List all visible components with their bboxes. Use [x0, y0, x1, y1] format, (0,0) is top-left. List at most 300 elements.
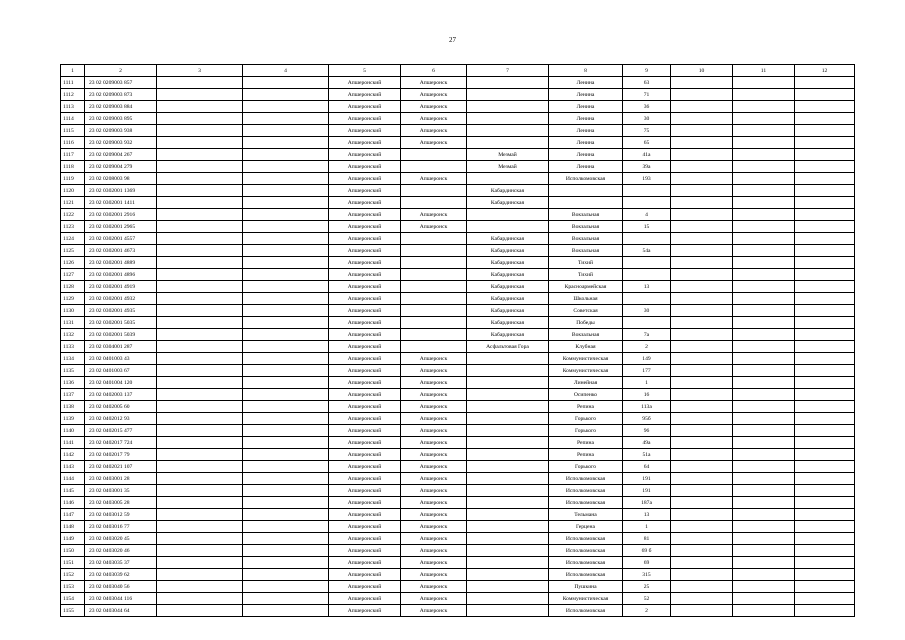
cell-col-7 [467, 401, 549, 413]
cell-col-4 [243, 101, 329, 113]
cell-col-11 [733, 413, 795, 425]
cell-col-12 [795, 317, 855, 329]
cell-col-3 [157, 473, 243, 485]
cell-col-2: 23 02 0402021 107 [85, 461, 157, 473]
cell-col-8: Вокзальная [549, 221, 623, 233]
cell-col-9: 177 [623, 365, 671, 377]
cell-col-5: Апшеронский [329, 581, 401, 593]
table-row [61, 245, 855, 257]
cell-col-10 [671, 605, 733, 617]
cell-col-11 [733, 329, 795, 341]
cell-col-3 [157, 485, 243, 497]
column-header-10: 10 [671, 65, 733, 77]
cell-col-12 [795, 221, 855, 233]
cell-col-3 [157, 413, 243, 425]
cell-col-6 [401, 185, 467, 197]
cell-col-9: 51а [623, 449, 671, 461]
cell-col-3 [157, 365, 243, 377]
cell-col-10 [671, 113, 733, 125]
cell-col-12 [795, 437, 855, 449]
cell-col-4 [243, 113, 329, 125]
cell-col-7: Кабардинская [467, 257, 549, 269]
cell-col-4 [243, 149, 329, 161]
cell-col-5: Апшеронский [329, 197, 401, 209]
cell-col-7 [467, 101, 549, 113]
cell-col-7 [467, 89, 549, 101]
cell-col-4 [243, 581, 329, 593]
cell-col-7 [467, 209, 549, 221]
cell-col-11 [733, 461, 795, 473]
table-row [61, 185, 855, 197]
cell-col-1: 1145 [61, 485, 85, 497]
cell-col-10 [671, 569, 733, 581]
cell-col-10 [671, 545, 733, 557]
cell-col-1: 1142 [61, 449, 85, 461]
column-header-9: 9 [623, 65, 671, 77]
cell-col-11 [733, 281, 795, 293]
cell-col-1: 1115 [61, 125, 85, 137]
cell-col-1: 1143 [61, 461, 85, 473]
cell-col-9: 13 [623, 281, 671, 293]
cell-col-1: 1150 [61, 545, 85, 557]
cell-col-9: 63 [623, 77, 671, 89]
cell-col-9: 36 [623, 101, 671, 113]
cell-col-8: Репина [549, 449, 623, 461]
cell-col-10 [671, 557, 733, 569]
column-header-4: 4 [243, 65, 329, 77]
cell-col-6: Апшеронск [401, 221, 467, 233]
table-row [61, 305, 855, 317]
cell-col-12 [795, 77, 855, 89]
cell-col-10 [671, 389, 733, 401]
cell-col-4 [243, 221, 329, 233]
cell-col-8: Красноармейская [549, 281, 623, 293]
cell-col-1: 1137 [61, 389, 85, 401]
cell-col-6: Апшеронск [401, 101, 467, 113]
table-row [61, 425, 855, 437]
cell-col-8: Ленина [549, 89, 623, 101]
cell-col-2: 23 02 0302001 1369 [85, 185, 157, 197]
cell-col-3 [157, 521, 243, 533]
cell-col-12 [795, 461, 855, 473]
cell-col-4 [243, 245, 329, 257]
cell-col-6: Апшеронск [401, 497, 467, 509]
cell-col-7: Кабардинская [467, 185, 549, 197]
cell-col-5: Апшеронский [329, 533, 401, 545]
cell-col-7 [467, 593, 549, 605]
cell-col-11 [733, 605, 795, 617]
cell-col-8: Репина [549, 401, 623, 413]
cell-col-9: 30 [623, 113, 671, 125]
cell-col-6: Апшеронск [401, 401, 467, 413]
cell-col-2: 23 02 0302001 4935 [85, 305, 157, 317]
cell-col-12 [795, 389, 855, 401]
cell-col-10 [671, 449, 733, 461]
cell-col-10 [671, 185, 733, 197]
cell-col-4 [243, 569, 329, 581]
cell-col-4 [243, 449, 329, 461]
cell-col-12 [795, 497, 855, 509]
cell-col-9: 49а [623, 437, 671, 449]
cell-col-7 [467, 449, 549, 461]
cell-col-12 [795, 197, 855, 209]
cell-col-5: Апшеронский [329, 281, 401, 293]
cell-col-11 [733, 365, 795, 377]
cell-col-12 [795, 89, 855, 101]
cell-col-9 [623, 233, 671, 245]
table-row [61, 173, 855, 185]
cell-col-3 [157, 269, 243, 281]
cell-col-4 [243, 173, 329, 185]
table-row [61, 149, 855, 161]
cell-col-5: Апшеронский [329, 293, 401, 305]
cell-col-11 [733, 317, 795, 329]
cell-col-1: 1148 [61, 521, 85, 533]
cell-col-7 [467, 461, 549, 473]
cell-col-11 [733, 581, 795, 593]
cell-col-6 [401, 149, 467, 161]
cell-col-12 [795, 101, 855, 113]
cell-col-1: 1149 [61, 533, 85, 545]
cell-col-7 [467, 509, 549, 521]
cell-col-8 [549, 185, 623, 197]
cell-col-6: Апшеронск [401, 77, 467, 89]
cell-col-3 [157, 329, 243, 341]
cell-col-7: Кабардинская [467, 197, 549, 209]
cell-col-3 [157, 341, 243, 353]
cell-col-10 [671, 269, 733, 281]
cell-col-9: 71 [623, 89, 671, 101]
table-row [61, 377, 855, 389]
cell-col-5: Апшеронский [329, 401, 401, 413]
cell-col-8: Клубная [549, 341, 623, 353]
cell-col-8: Исполкомовская [549, 473, 623, 485]
cell-col-1: 1130 [61, 305, 85, 317]
cell-col-2: 23 02 0302001 5035 [85, 317, 157, 329]
cell-col-4 [243, 77, 329, 89]
cell-col-1: 1134 [61, 353, 85, 365]
cell-col-10 [671, 89, 733, 101]
cell-col-12 [795, 137, 855, 149]
cell-col-3 [157, 161, 243, 173]
cell-col-9: 69 б [623, 545, 671, 557]
table-row [61, 137, 855, 149]
cell-col-8: Вокзальная [549, 233, 623, 245]
cell-col-1: 1116 [61, 137, 85, 149]
cell-col-2: 23 02 0302001 4896 [85, 269, 157, 281]
cell-col-7: Кабардинская [467, 305, 549, 317]
cell-col-12 [795, 149, 855, 161]
cell-col-4 [243, 257, 329, 269]
cell-col-6: Апшеронск [401, 569, 467, 581]
cell-col-10 [671, 233, 733, 245]
cell-col-9: 1 [623, 521, 671, 533]
cell-col-10 [671, 377, 733, 389]
cell-col-6 [401, 269, 467, 281]
cell-col-3 [157, 533, 243, 545]
cell-col-9 [623, 317, 671, 329]
cell-col-6 [401, 281, 467, 293]
cell-col-3 [157, 293, 243, 305]
cell-col-3 [157, 209, 243, 221]
cell-col-11 [733, 221, 795, 233]
cell-col-11 [733, 497, 795, 509]
cell-col-11 [733, 437, 795, 449]
cell-col-4 [243, 269, 329, 281]
cell-col-9: 39а [623, 161, 671, 173]
cell-col-5: Апшеронский [329, 353, 401, 365]
cell-col-3 [157, 497, 243, 509]
cell-col-7 [467, 581, 549, 593]
header-row [61, 65, 855, 77]
cell-col-11 [733, 161, 795, 173]
cell-col-10 [671, 293, 733, 305]
cell-col-2: 23 02 0403016 77 [85, 521, 157, 533]
cell-col-7 [467, 377, 549, 389]
table-row [61, 569, 855, 581]
cell-col-7: Кабардинская [467, 293, 549, 305]
cell-col-6: Апшеронск [401, 353, 467, 365]
cell-col-11 [733, 89, 795, 101]
table-row [61, 329, 855, 341]
cell-col-2: 23 02 0302001 2965 [85, 221, 157, 233]
table-row [61, 401, 855, 413]
cell-col-7 [467, 485, 549, 497]
cell-col-3 [157, 233, 243, 245]
cell-col-9: 13 [623, 509, 671, 521]
cell-col-4 [243, 425, 329, 437]
cell-col-11 [733, 77, 795, 89]
cell-col-5: Апшеронский [329, 485, 401, 497]
cell-col-5: Апшеронский [329, 473, 401, 485]
cell-col-8: Вокзальная [549, 209, 623, 221]
cell-col-5: Апшеронский [329, 569, 401, 581]
cell-col-6: Апшеронск [401, 449, 467, 461]
cell-col-5: Апшеронский [329, 425, 401, 437]
cell-col-12 [795, 401, 855, 413]
cell-col-3 [157, 449, 243, 461]
cell-col-8: Школьная [549, 293, 623, 305]
cell-col-8: Тихий [549, 269, 623, 281]
cell-col-10 [671, 365, 733, 377]
cell-col-4 [243, 533, 329, 545]
cell-col-5: Апшеронский [329, 101, 401, 113]
cell-col-1: 1125 [61, 245, 85, 257]
cell-col-11 [733, 341, 795, 353]
cell-col-3 [157, 545, 243, 557]
cell-col-8: Коммунистическая [549, 353, 623, 365]
cell-col-1: 1136 [61, 377, 85, 389]
cell-col-7: Кабардинская [467, 245, 549, 257]
cell-col-2: 23 02 0403012 59 [85, 509, 157, 521]
cell-col-9: 96 [623, 425, 671, 437]
cell-col-8: Линейная [549, 377, 623, 389]
cell-col-2: 23 02 0401004 120 [85, 377, 157, 389]
cell-col-8: Ленина [549, 113, 623, 125]
cell-col-6: Апшеронск [401, 89, 467, 101]
table-row [61, 581, 855, 593]
table-row [61, 521, 855, 533]
cell-col-7 [467, 389, 549, 401]
cell-col-1: 1123 [61, 221, 85, 233]
cell-col-1: 1135 [61, 365, 85, 377]
cell-col-10 [671, 437, 733, 449]
table-row [61, 497, 855, 509]
cell-col-4 [243, 89, 329, 101]
cell-col-6: Апшеронск [401, 173, 467, 185]
cell-col-9: 15 [623, 221, 671, 233]
cell-col-1: 1141 [61, 437, 85, 449]
cell-col-4 [243, 377, 329, 389]
cell-col-9: 7а [623, 329, 671, 341]
cell-col-7: Кабардинская [467, 329, 549, 341]
cell-col-10 [671, 581, 733, 593]
cell-col-12 [795, 245, 855, 257]
cell-col-12 [795, 509, 855, 521]
cell-col-1: 1114 [61, 113, 85, 125]
cell-col-1: 1133 [61, 341, 85, 353]
column-header-11: 11 [733, 65, 795, 77]
cell-col-2: 23 02 0403020 45 [85, 533, 157, 545]
cell-col-1: 1121 [61, 197, 85, 209]
cell-col-9: 2 [623, 605, 671, 617]
cell-col-1: 1144 [61, 473, 85, 485]
cell-col-7 [467, 353, 549, 365]
cell-col-6 [401, 245, 467, 257]
cell-col-10 [671, 461, 733, 473]
cell-col-12 [795, 449, 855, 461]
cell-col-1: 1122 [61, 209, 85, 221]
table-row [61, 413, 855, 425]
cell-col-7 [467, 497, 549, 509]
table-row [61, 449, 855, 461]
cell-col-5: Апшеронский [329, 557, 401, 569]
cell-col-11 [733, 521, 795, 533]
cell-col-1: 1126 [61, 257, 85, 269]
cell-col-2: 23 02 0403039 62 [85, 569, 157, 581]
cell-col-8: Ленина [549, 125, 623, 137]
cell-col-10 [671, 329, 733, 341]
cell-col-6: Апшеронск [401, 209, 467, 221]
cell-col-2: 23 02 0302001 4557 [85, 233, 157, 245]
cell-col-6 [401, 305, 467, 317]
cell-col-5: Апшеронский [329, 497, 401, 509]
cell-col-5: Апшеронский [329, 545, 401, 557]
cell-col-6: Апшеронск [401, 593, 467, 605]
cell-col-6: Апшеронск [401, 509, 467, 521]
cell-col-8: Исполкомовская [549, 569, 623, 581]
cell-col-3 [157, 593, 243, 605]
cell-col-1: 1128 [61, 281, 85, 293]
cell-col-4 [243, 545, 329, 557]
cell-col-12 [795, 329, 855, 341]
cell-col-4 [243, 233, 329, 245]
cell-col-11 [733, 593, 795, 605]
cell-col-1: 1139 [61, 413, 85, 425]
table-row [61, 89, 855, 101]
cell-col-7: Асфальтовая Гора [467, 341, 549, 353]
cell-col-5: Апшеронский [329, 173, 401, 185]
cell-col-11 [733, 185, 795, 197]
cell-col-5: Апшеронский [329, 377, 401, 389]
table-row [61, 317, 855, 329]
table-row [61, 101, 855, 113]
cell-col-1: 1140 [61, 425, 85, 437]
cell-col-2: 23 02 0302001 1411 [85, 197, 157, 209]
cell-col-1: 1119 [61, 173, 85, 185]
cell-col-11 [733, 473, 795, 485]
cell-col-2: 23 02 0403001 28 [85, 473, 157, 485]
cell-col-9: 4 [623, 209, 671, 221]
cell-col-4 [243, 485, 329, 497]
cell-col-9 [623, 185, 671, 197]
table-row [61, 473, 855, 485]
cell-col-9: 54а [623, 245, 671, 257]
cell-col-10 [671, 257, 733, 269]
cell-col-1: 1131 [61, 317, 85, 329]
cell-col-2: 23 02 0209004 279 [85, 161, 157, 173]
cell-col-5: Апшеронский [329, 329, 401, 341]
cell-col-8: Коммунистическая [549, 593, 623, 605]
cell-col-6 [401, 257, 467, 269]
table-row [61, 461, 855, 473]
cell-col-12 [795, 605, 855, 617]
cell-col-12 [795, 185, 855, 197]
cell-col-1: 1113 [61, 101, 85, 113]
cell-col-1: 1117 [61, 149, 85, 161]
cell-col-2: 23 02 0302001 4673 [85, 245, 157, 257]
table-row [61, 365, 855, 377]
cell-col-11 [733, 257, 795, 269]
cell-col-3 [157, 377, 243, 389]
cell-col-2: 23 02 0402005 60 [85, 401, 157, 413]
cell-col-5: Апшеронский [329, 449, 401, 461]
records-table [60, 64, 855, 617]
cell-col-1: 1118 [61, 161, 85, 173]
cell-col-12 [795, 209, 855, 221]
column-header-5: 5 [329, 65, 401, 77]
cell-col-2: 23 02 0403044 64 [85, 605, 157, 617]
cell-col-9: 69 [623, 557, 671, 569]
column-header-3: 3 [157, 65, 243, 77]
cell-col-3 [157, 401, 243, 413]
cell-col-12 [795, 173, 855, 185]
cell-col-5: Апшеронский [329, 437, 401, 449]
cell-col-6 [401, 161, 467, 173]
cell-col-9: 191 [623, 473, 671, 485]
cell-col-9: 149 [623, 353, 671, 365]
cell-col-12 [795, 581, 855, 593]
cell-col-3 [157, 101, 243, 113]
table-row [61, 161, 855, 173]
cell-col-8 [549, 197, 623, 209]
cell-col-1: 1147 [61, 509, 85, 521]
cell-col-8: Ленина [549, 77, 623, 89]
cell-col-3 [157, 437, 243, 449]
column-header-8: 8 [549, 65, 623, 77]
table-row [61, 353, 855, 365]
cell-col-12 [795, 473, 855, 485]
cell-col-6 [401, 317, 467, 329]
cell-col-8: Исполкомовская [549, 605, 623, 617]
cell-col-5: Апшеронский [329, 125, 401, 137]
cell-col-3 [157, 581, 243, 593]
table-row [61, 509, 855, 521]
cell-col-1: 1151 [61, 557, 85, 569]
cell-col-2: 23 02 0402017 724 [85, 437, 157, 449]
cell-col-7 [467, 137, 549, 149]
cell-col-10 [671, 305, 733, 317]
